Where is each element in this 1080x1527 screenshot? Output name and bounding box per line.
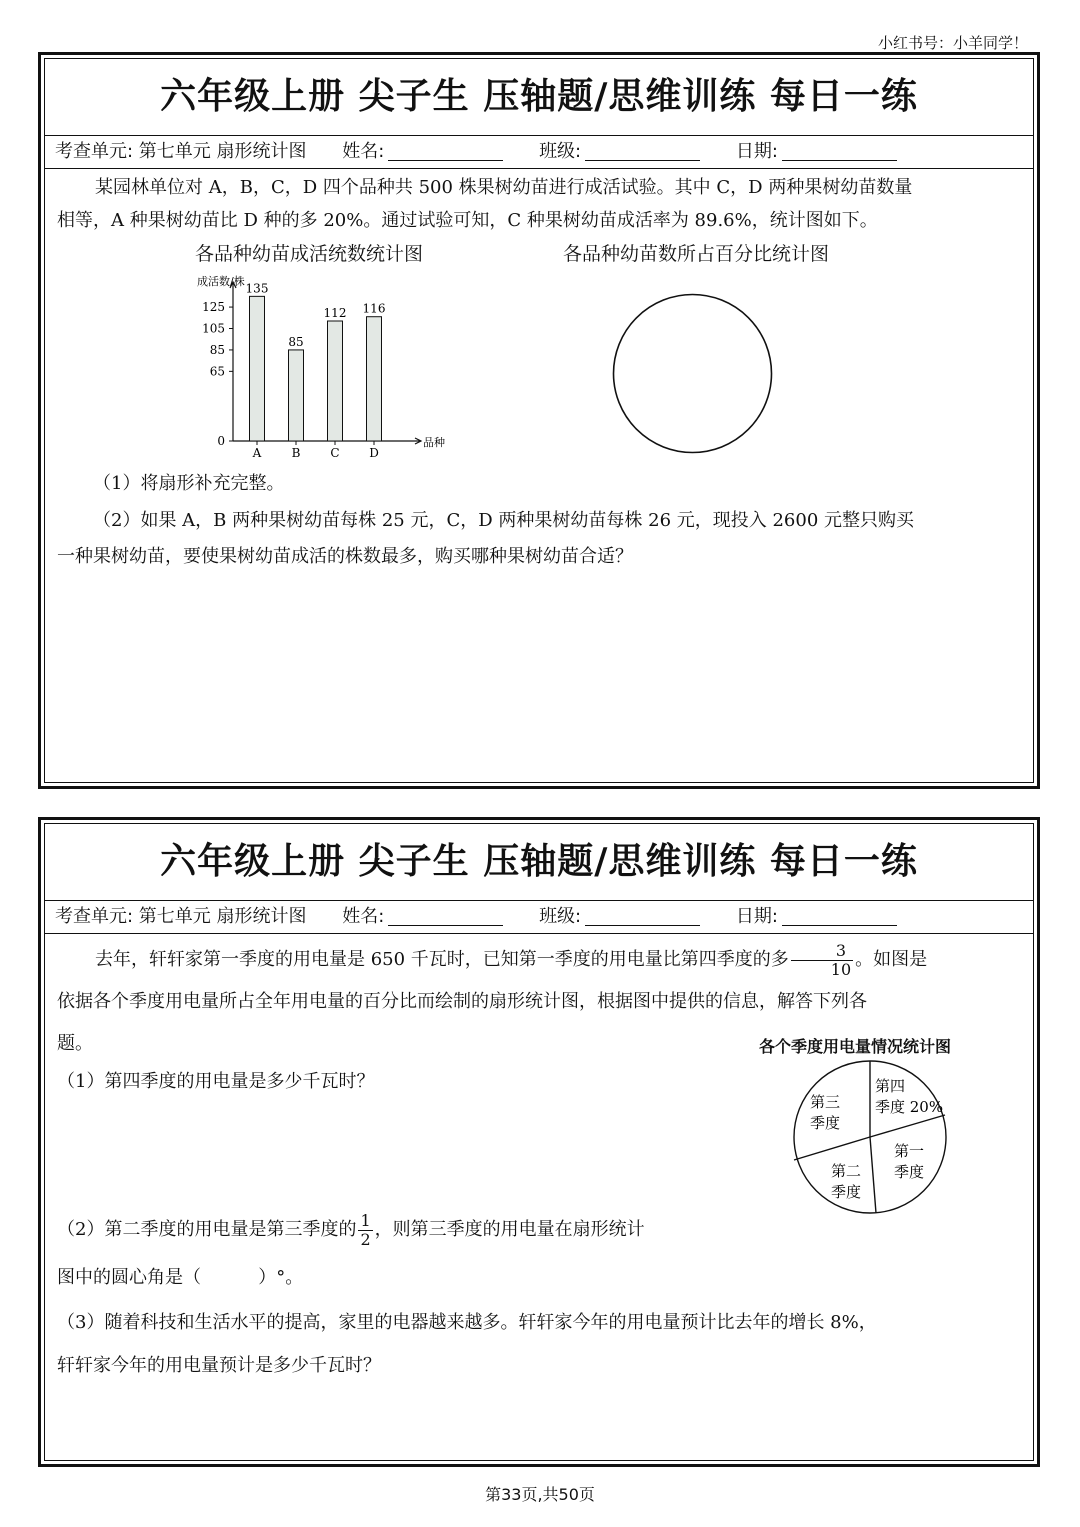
p2-intro-line3: 题。: [57, 1033, 93, 1054]
p2-q3-line1: （3）随着科技和生活水平的提高，家里的电器越来越多。轩轩家今年的用电量预计比去年的增长 8%，: [57, 1312, 877, 1333]
worksheet-title: 六年级上册 尖子生 压轴题/思维训练 每日一练: [45, 59, 1033, 136]
p2-q2-part1: （2）第二季度的用电量是第三季度的: [57, 1219, 357, 1240]
bar-chart-title: 各品种幼苗成活统数统计图: [195, 243, 424, 265]
worksheet-card-2: [38, 817, 1040, 1467]
date-label: 日期:: [735, 141, 778, 162]
frac-den: 2: [360, 1229, 371, 1249]
watermark-text: 小红书号：小羊同学！: [877, 34, 1028, 52]
p1-intro-line2: 相等，A 种果树幼苗比 D 种的多 20%。通过试验可知，C 种果树幼苗成活率为 89.6%，统计图如下。: [57, 210, 878, 231]
worksheet-card-1: [38, 52, 1040, 789]
p2-intro-line2: 依据各个季度用电量所占全年用电量的百分比而绘制的扇形统计图，根据图中提供的信息，解答下列各: [57, 991, 867, 1012]
unit-label: 考查单元: 第七单元 扇形统计图: [55, 906, 307, 927]
p2-intro-line1: [45, 940, 1033, 980]
card-inner-border: [44, 823, 1034, 1461]
pie-divider-q4-q1: [870, 1115, 945, 1137]
bar-value-label: 116: [362, 301, 386, 316]
pie-label-q2-2: 季度: [831, 1183, 862, 1201]
bar-A: [250, 296, 265, 441]
p1-q2-line1: （2）如果 A，B 两种果树幼苗每株 25 元，C，D 两种果树幼苗每株 26 元，现投入 2600 元整只购买: [93, 510, 914, 531]
bar-C: [328, 321, 343, 441]
bar-value-label: 112: [323, 306, 347, 320]
p2-q1: （1）第四季度的用电量是多少千瓦时？: [57, 1071, 375, 1092]
pie-divider-q1-q2: [870, 1137, 876, 1213]
date-blank[interactable]: [782, 905, 897, 926]
x-tick-label: D: [369, 446, 379, 460]
meta-row: [45, 901, 1033, 934]
y-axis-label: 成活数/株: [197, 275, 245, 288]
pie-label-q1-2: 季度: [894, 1163, 925, 1181]
y-tick-label: 125: [202, 300, 225, 315]
bar-chart: [195, 271, 445, 461]
frac-num: 1: [360, 1210, 371, 1230]
bar-value-label: 135: [245, 281, 269, 296]
empty-pie-circle[interactable]: [614, 295, 772, 453]
y-tick-label: 0: [217, 434, 225, 448]
p2-intro-part2: 。如图是: [855, 949, 928, 970]
worksheet-title: 六年级上册 尖子生 压轴题/思维训练 每日一练: [45, 824, 1033, 901]
p2-q2-line1: [57, 1210, 645, 1250]
name-label: 姓名:: [342, 906, 385, 927]
bar-D: [367, 317, 382, 441]
page-footer: 第33页,共50页: [485, 1485, 595, 1504]
y-tick-label: 85: [209, 342, 225, 357]
class-blank[interactable]: [585, 140, 700, 161]
meta-row: [45, 136, 1033, 169]
y-tick-label: 105: [202, 321, 225, 336]
bar-value-label: 85: [288, 334, 304, 349]
quarter-pie-chart: [790, 1057, 950, 1217]
date-blank[interactable]: [782, 140, 897, 161]
class-label: 班级:: [539, 141, 582, 162]
quarter-pie-title: 各个季度用电量情况统计图: [759, 1037, 952, 1056]
y-tick-label: 65: [209, 364, 225, 379]
x-tick-label: C: [330, 446, 340, 460]
p2-q3-line2: 轩轩家今年的用电量预计是多少千瓦时？: [57, 1355, 381, 1376]
p1-intro-line1: 某园林单位对 A，B，C，D 四个品种共 500 株果树幼苗进行成活试验。其中 C，D 两种果树幼苗数量: [95, 177, 913, 198]
pie-label-q2-1: 第二: [831, 1162, 862, 1180]
p2-q2-line2: 图中的圆心角是（ ）°。: [57, 1267, 304, 1288]
pie-label-q3-1: 第三: [810, 1093, 841, 1111]
x-tick-label: B: [291, 446, 301, 460]
pie-divider-q2-q3: [794, 1137, 870, 1160]
bar-B: [289, 350, 304, 441]
frac-num: 3: [791, 942, 853, 961]
x-tick-label: A: [252, 446, 262, 460]
name-blank[interactable]: [388, 140, 503, 161]
pie-chart-title: 各品种幼苗数所占百分比统计图: [563, 243, 830, 265]
x-axis-label: 品种: [423, 436, 445, 449]
pie-label-q4-2: 季度 20%: [875, 1098, 944, 1116]
p2-intro-part1: 去年，轩轩家第一季度的用电量是 650 千瓦时，已知第一季度的用电量比第四季度的多: [95, 949, 789, 970]
card-inner-border: [44, 58, 1034, 783]
unit-label: 考查单元: 第七单元 扇形统计图: [55, 141, 307, 162]
date-label: 日期:: [735, 906, 778, 927]
p1-q1: （1）将扇形补充完整。: [93, 473, 285, 494]
name-label: 姓名:: [342, 141, 385, 162]
p2-q2-part2: ，则第三季度的用电量在扇形统计: [374, 1219, 645, 1240]
frac-den: 10: [830, 959, 852, 979]
empty-pie-chart: [610, 291, 775, 456]
name-blank[interactable]: [388, 905, 503, 926]
pie-label-q1-1: 第一: [894, 1142, 925, 1160]
class-label: 班级:: [539, 906, 582, 927]
pie-label-q4-1: 第四: [875, 1077, 906, 1095]
class-blank[interactable]: [585, 905, 700, 926]
pie-label-q3-2: 季度: [810, 1114, 841, 1132]
p1-q2-line2: 一种果树幼苗，要使果树幼苗成活的株数最多，购买哪种果树幼苗合适？: [57, 546, 633, 567]
fraction-3-10: [791, 942, 853, 979]
fraction-1-2: [358, 1212, 372, 1249]
